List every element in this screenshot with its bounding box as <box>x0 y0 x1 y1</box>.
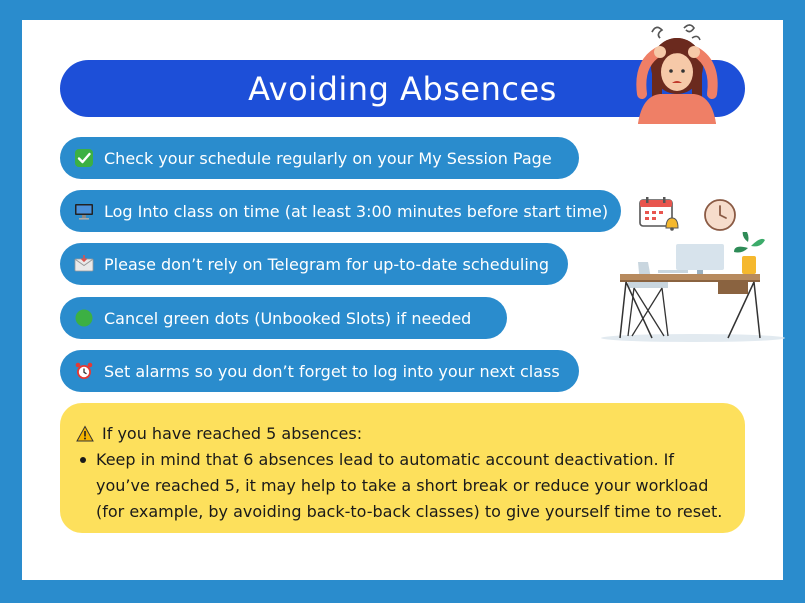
absence-warning-box <box>60 403 745 533</box>
page-title: Avoiding Absences <box>248 69 557 108</box>
green-circle-icon <box>74 308 94 328</box>
warning-heading-row <box>76 421 727 447</box>
tip-text: Check your schedule regularly on your My Session Page <box>104 148 552 168</box>
tip-text: Please don’t rely on Telegram for up-to-date scheduling <box>104 254 550 274</box>
warning-bullet <box>76 447 727 525</box>
warning-icon <box>76 425 94 443</box>
tip-item-set-alarms <box>60 350 579 392</box>
stressed-woman-head-overlay <box>622 14 732 124</box>
warning-bullet-text: Keep in mind that 6 absences lead to automatic account deactivation. If you’ve reached 5, it may help to take a short break or reduce your workload (for example, by avoiding back-to-back classes) to give yourself time to reset. <box>96 450 723 521</box>
tip-item-log-in-on-time <box>60 190 621 232</box>
tip-item-check-schedule <box>60 137 579 179</box>
warning-heading: If you have reached 5 absences: <box>102 424 363 443</box>
tip-text: Cancel green dots (Unbooked Slots) if needed <box>104 308 472 328</box>
wall-clock-icon <box>703 198 737 232</box>
envelope-icon <box>74 254 94 274</box>
tip-item-cancel-green-dots <box>60 297 507 339</box>
desktop-computer-icon <box>74 201 94 221</box>
alarm-clock-icon <box>74 361 94 381</box>
calendar-bell-icon <box>638 196 682 232</box>
desk-workspace-illustration <box>598 232 788 347</box>
check-mark-icon <box>74 148 94 168</box>
bullet-dot <box>80 457 86 463</box>
tip-item-telegram <box>60 243 568 285</box>
tip-text: Set alarms so you don’t forget to log into your next class <box>104 361 560 381</box>
tip-text: Log Into class on time (at least 3:00 minutes before start time) <box>104 201 609 221</box>
